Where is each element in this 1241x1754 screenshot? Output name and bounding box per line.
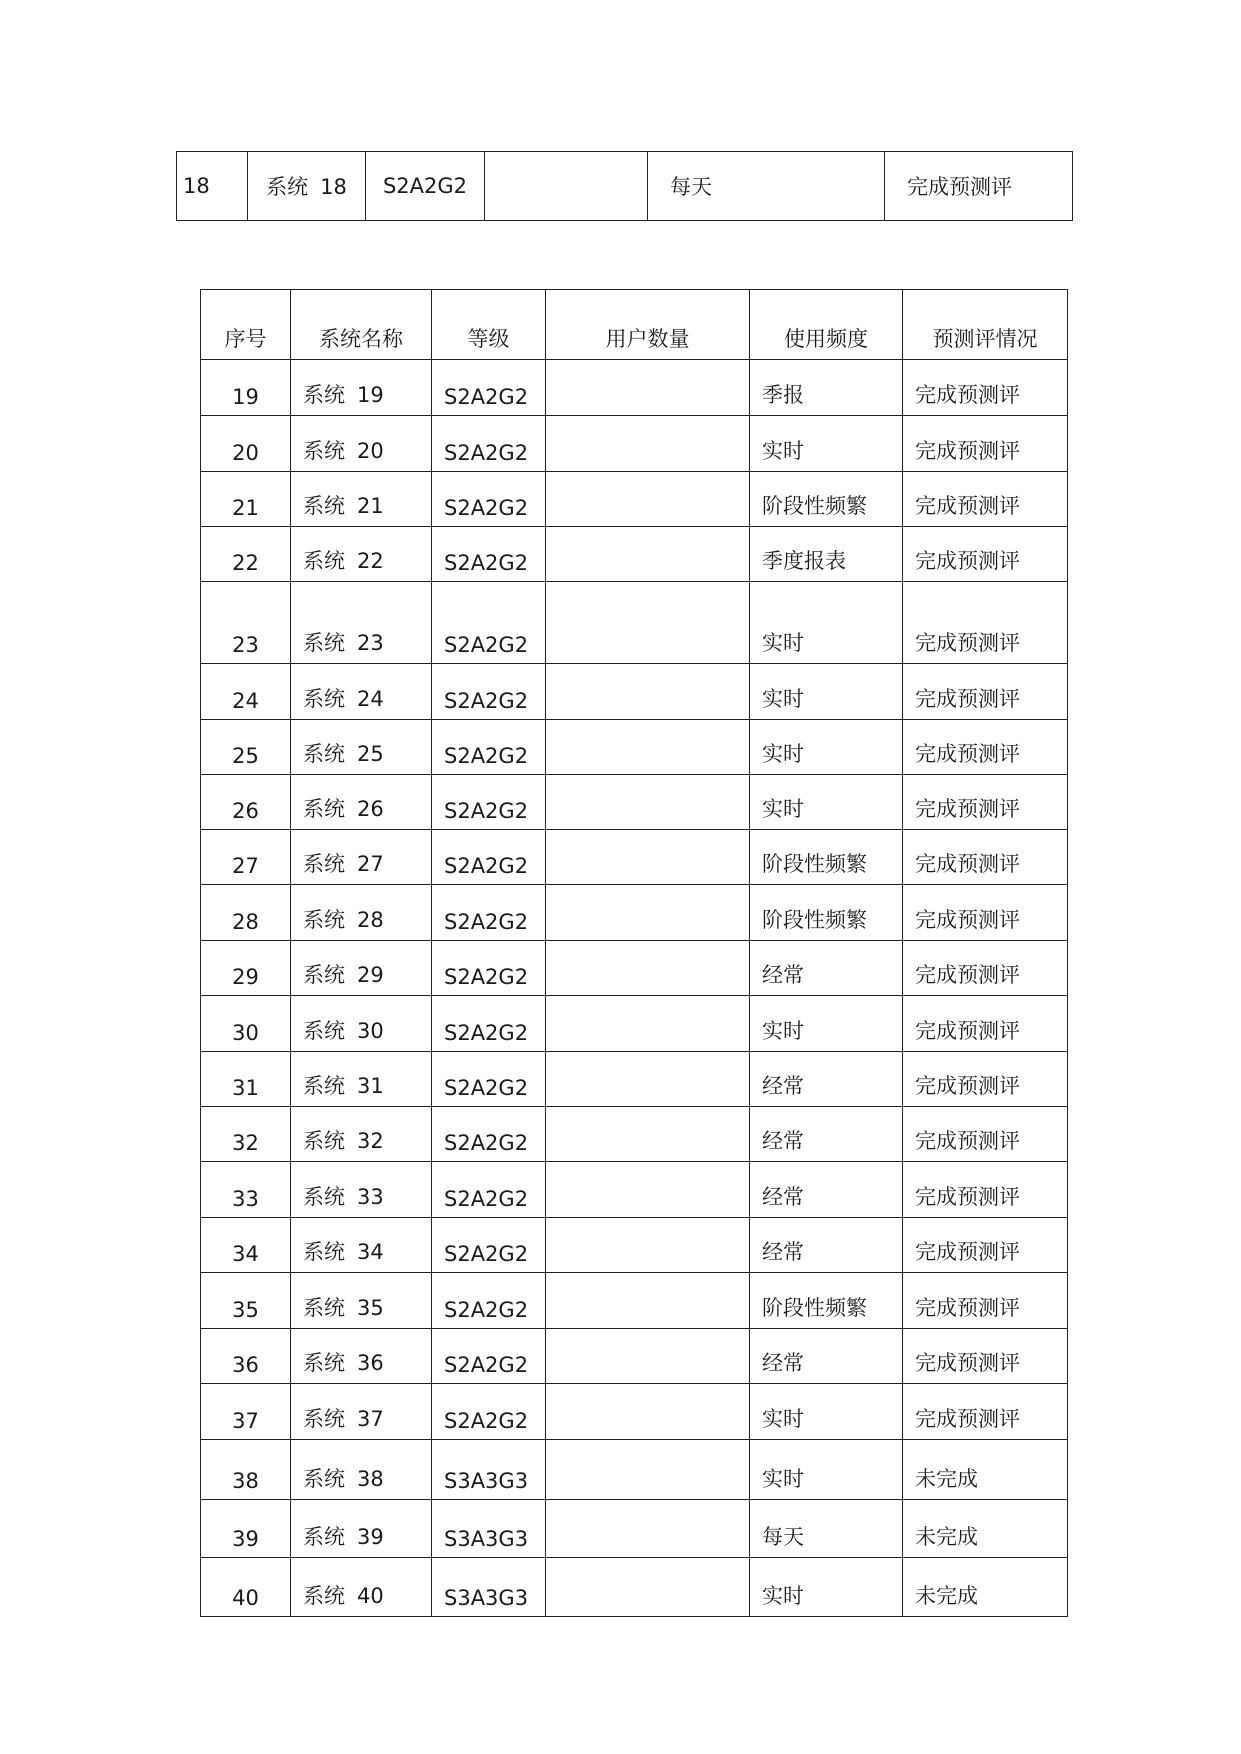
usage-frequency: 实时	[750, 996, 903, 1052]
system-name-prefix: 系统	[303, 797, 345, 821]
usage-frequency: 实时	[750, 720, 903, 775]
table-row	[201, 1273, 1068, 1329]
system-level: S2A2G2	[432, 720, 546, 775]
system-name-prefix: 系统	[303, 1584, 345, 1608]
usage-frequency: 实时	[750, 775, 903, 830]
system-name-prefix: 系统	[303, 1407, 345, 1431]
user-count	[546, 1162, 750, 1218]
system-name	[291, 1558, 432, 1617]
column-header-number: 序号	[201, 290, 291, 360]
system-level: S2A2G2	[432, 996, 546, 1052]
system-name-prefix: 系统	[303, 1185, 345, 1209]
system-level: S2A2G2	[432, 1162, 546, 1218]
usage-frequency: 经常	[750, 1218, 903, 1273]
system-name	[291, 720, 432, 775]
system-name	[291, 527, 432, 582]
system-level: S3A3G3	[432, 1440, 546, 1500]
table-row	[201, 1384, 1068, 1440]
system-name-number: 30	[357, 1019, 384, 1043]
system-name-number: 27	[357, 852, 384, 876]
user-count	[546, 360, 750, 416]
system-level: S2A2G2	[432, 1107, 546, 1162]
system-name-number: 40	[357, 1584, 384, 1608]
system-level: S2A2G2	[432, 830, 546, 885]
user-count	[546, 664, 750, 720]
table-row	[201, 1329, 1068, 1384]
user-count	[546, 1329, 750, 1384]
usage-frequency: 阶段性频繁	[750, 830, 903, 885]
system-name	[291, 1218, 432, 1273]
usage-frequency: 阶段性频繁	[750, 885, 903, 941]
user-count	[546, 1218, 750, 1273]
row-number: 40	[201, 1558, 291, 1617]
system-name	[248, 152, 366, 221]
system-name-prefix: 系统	[303, 439, 345, 463]
table-row	[201, 775, 1068, 830]
system-level: S2A2G2	[432, 1329, 546, 1384]
system-name-prefix: 系统	[303, 687, 345, 711]
user-count	[546, 472, 750, 527]
user-count	[546, 996, 750, 1052]
system-level: S3A3G3	[432, 1558, 546, 1617]
system-level: S2A2G2	[432, 582, 546, 664]
row-number: 36	[201, 1329, 291, 1384]
pre-evaluation-status: 完成预测评	[903, 416, 1068, 472]
system-name	[291, 1329, 432, 1384]
column-header-level: 等级	[432, 290, 546, 360]
system-name-prefix: 系统	[303, 1074, 345, 1098]
column-header-system-name: 系统名称	[291, 290, 432, 360]
usage-frequency: 阶段性频繁	[750, 472, 903, 527]
row-number: 31	[201, 1052, 291, 1107]
row-number: 37	[201, 1384, 291, 1440]
pre-evaluation-status: 完成预测评	[903, 360, 1068, 416]
system-name-prefix: 系统	[303, 549, 345, 573]
pre-evaluation-status: 完成预测评	[903, 1273, 1068, 1329]
pre-evaluation-status: 完成预测评	[903, 885, 1068, 941]
user-count	[546, 1500, 750, 1558]
table-row	[177, 152, 1073, 221]
system-name-number: 32	[357, 1129, 384, 1153]
pre-evaluation-status: 完成预测评	[903, 720, 1068, 775]
table-row	[201, 1558, 1068, 1617]
pre-evaluation-status: 完成预测评	[903, 1218, 1068, 1273]
usage-frequency: 季度报表	[750, 527, 903, 582]
system-name-prefix: 系统	[303, 1525, 345, 1549]
pre-evaluation-status: 完成预测评	[903, 830, 1068, 885]
pre-evaluation-status: 完成预测评	[903, 775, 1068, 830]
row-number: 20	[201, 416, 291, 472]
row-number: 39	[201, 1500, 291, 1558]
system-name	[291, 416, 432, 472]
row-number: 35	[201, 1273, 291, 1329]
user-count	[546, 1558, 750, 1617]
row-number: 26	[201, 775, 291, 830]
system-name-number: 29	[357, 963, 384, 987]
system-name-prefix: 系统	[303, 1351, 345, 1375]
system-name-number: 37	[357, 1407, 384, 1431]
user-count	[546, 720, 750, 775]
user-count	[485, 152, 648, 221]
system-name-number: 21	[357, 494, 384, 518]
system-name-prefix: 系统	[303, 631, 345, 655]
user-count	[546, 1440, 750, 1500]
usage-frequency: 经常	[750, 941, 903, 996]
pre-evaluation-status: 完成预测评	[903, 527, 1068, 582]
usage-frequency: 实时	[750, 416, 903, 472]
system-level: S2A2G2	[432, 664, 546, 720]
system-name-number: 39	[357, 1525, 384, 1549]
system-name-prefix: 系统	[303, 908, 345, 932]
user-count	[546, 527, 750, 582]
row-number: 27	[201, 830, 291, 885]
row-number: 30	[201, 996, 291, 1052]
table-row	[201, 527, 1068, 582]
system-level: S2A2G2	[432, 1273, 546, 1329]
system-name-number: 31	[357, 1074, 384, 1098]
row-number: 33	[201, 1162, 291, 1218]
system-name	[291, 1052, 432, 1107]
user-count	[546, 1384, 750, 1440]
table-row	[201, 360, 1068, 416]
system-level: S2A2G2	[432, 527, 546, 582]
system-level: S2A2G2	[432, 416, 546, 472]
system-name-prefix: 系统	[303, 742, 345, 766]
system-name-prefix: 系统	[303, 1240, 345, 1264]
pre-evaluation-status: 完成预测评	[903, 1384, 1068, 1440]
system-name-number: 22	[357, 549, 384, 573]
usage-frequency: 阶段性频繁	[750, 1273, 903, 1329]
row-number: 18	[177, 152, 248, 221]
system-name-number: 36	[357, 1351, 384, 1375]
row-number: 32	[201, 1107, 291, 1162]
system-name-number: 18	[320, 175, 347, 199]
row-number: 23	[201, 582, 291, 664]
usage-frequency: 经常	[750, 1052, 903, 1107]
system-name-number: 24	[357, 687, 384, 711]
system-name	[291, 1162, 432, 1218]
system-name-number: 35	[357, 1296, 384, 1320]
pre-evaluation-status: 完成预测评	[903, 1107, 1068, 1162]
system-name-number: 26	[357, 797, 384, 821]
system-name	[291, 664, 432, 720]
system-name-prefix: 系统	[266, 175, 309, 199]
system-name	[291, 360, 432, 416]
usage-frequency: 经常	[750, 1162, 903, 1218]
usage-frequency: 每天	[648, 152, 885, 221]
system-level: S3A3G3	[432, 1500, 546, 1558]
table-row	[201, 1218, 1068, 1273]
pre-evaluation-status: 未完成	[903, 1500, 1068, 1558]
user-count	[546, 775, 750, 830]
usage-frequency: 实时	[750, 1384, 903, 1440]
row-number: 29	[201, 941, 291, 996]
table-row	[201, 1107, 1068, 1162]
table-row	[201, 830, 1068, 885]
row-number: 22	[201, 527, 291, 582]
system-level: S2A2G2	[432, 885, 546, 941]
system-name-number: 34	[357, 1240, 384, 1264]
pre-evaluation-status: 完成预测评	[903, 472, 1068, 527]
row-number: 21	[201, 472, 291, 527]
pre-evaluation-status: 完成预测评	[885, 152, 1073, 221]
system-name-number: 25	[357, 742, 384, 766]
row-number: 38	[201, 1440, 291, 1500]
user-count	[546, 830, 750, 885]
row-number: 25	[201, 720, 291, 775]
system-name-prefix: 系统	[303, 963, 345, 987]
usage-frequency: 实时	[750, 582, 903, 664]
system-name	[291, 885, 432, 941]
system-name	[291, 830, 432, 885]
system-level: S2A2G2	[432, 1052, 546, 1107]
table-row	[201, 996, 1068, 1052]
user-count	[546, 582, 750, 664]
table-row	[201, 416, 1068, 472]
system-name-prefix: 系统	[303, 1019, 345, 1043]
pre-evaluation-status: 完成预测评	[903, 941, 1068, 996]
system-name-prefix: 系统	[303, 1467, 345, 1491]
system-name-number: 33	[357, 1185, 384, 1209]
table-row	[201, 1500, 1068, 1558]
table-row	[201, 472, 1068, 527]
user-count	[546, 1273, 750, 1329]
previous-page-table-fragment	[176, 151, 1073, 221]
system-name-number: 23	[357, 631, 384, 655]
system-name	[291, 1500, 432, 1558]
system-name	[291, 996, 432, 1052]
user-count	[546, 1107, 750, 1162]
table-row	[201, 885, 1068, 941]
system-name-prefix: 系统	[303, 494, 345, 518]
system-name	[291, 472, 432, 527]
system-name-number: 19	[357, 383, 384, 407]
column-header-pre-evaluation: 预测评情况	[903, 290, 1068, 360]
table-row	[201, 941, 1068, 996]
system-name	[291, 1384, 432, 1440]
system-name	[291, 1440, 432, 1500]
column-header-user-count: 用户数量	[546, 290, 750, 360]
table-row	[201, 1052, 1068, 1107]
system-name-prefix: 系统	[303, 1296, 345, 1320]
pre-evaluation-status: 完成预测评	[903, 1052, 1068, 1107]
systems-table	[200, 289, 1068, 1617]
pre-evaluation-status: 完成预测评	[903, 1162, 1068, 1218]
usage-frequency: 经常	[750, 1329, 903, 1384]
usage-frequency: 每天	[750, 1500, 903, 1558]
system-name	[291, 1107, 432, 1162]
row-number: 19	[201, 360, 291, 416]
table-row	[201, 582, 1068, 664]
table-row	[201, 1162, 1068, 1218]
column-header-usage-frequency: 使用频度	[750, 290, 903, 360]
system-level: S2A2G2	[432, 1218, 546, 1273]
system-name-number: 20	[357, 439, 384, 463]
system-name	[291, 1273, 432, 1329]
row-number: 28	[201, 885, 291, 941]
user-count	[546, 1052, 750, 1107]
user-count	[546, 885, 750, 941]
pre-evaluation-status: 完成预测评	[903, 664, 1068, 720]
pre-evaluation-status: 完成预测评	[903, 996, 1068, 1052]
row-number: 24	[201, 664, 291, 720]
table-header-row	[201, 290, 1068, 360]
usage-frequency: 实时	[750, 1558, 903, 1617]
table-row	[201, 664, 1068, 720]
usage-frequency: 实时	[750, 1440, 903, 1500]
usage-frequency: 经常	[750, 1107, 903, 1162]
system-name	[291, 582, 432, 664]
pre-evaluation-status: 完成预测评	[903, 582, 1068, 664]
system-level: S2A2G2	[432, 360, 546, 416]
pre-evaluation-status: 未完成	[903, 1440, 1068, 1500]
user-count	[546, 416, 750, 472]
system-name	[291, 775, 432, 830]
system-level: S2A2G2	[432, 941, 546, 996]
system-level: S2A2G2	[366, 152, 485, 221]
user-count	[546, 941, 750, 996]
system-level: S2A2G2	[432, 1384, 546, 1440]
pre-evaluation-status: 完成预测评	[903, 1329, 1068, 1384]
table-row	[201, 720, 1068, 775]
usage-frequency: 实时	[750, 664, 903, 720]
usage-frequency: 季报	[750, 360, 903, 416]
system-name-number: 28	[357, 908, 384, 932]
table-row	[201, 1440, 1068, 1500]
system-name-prefix: 系统	[303, 852, 345, 876]
row-number: 34	[201, 1218, 291, 1273]
system-name-prefix: 系统	[303, 1129, 345, 1153]
system-level: S2A2G2	[432, 472, 546, 527]
system-level: S2A2G2	[432, 775, 546, 830]
system-name-prefix: 系统	[303, 383, 345, 407]
system-name	[291, 941, 432, 996]
system-name-number: 38	[357, 1467, 384, 1491]
pre-evaluation-status: 未完成	[903, 1558, 1068, 1617]
